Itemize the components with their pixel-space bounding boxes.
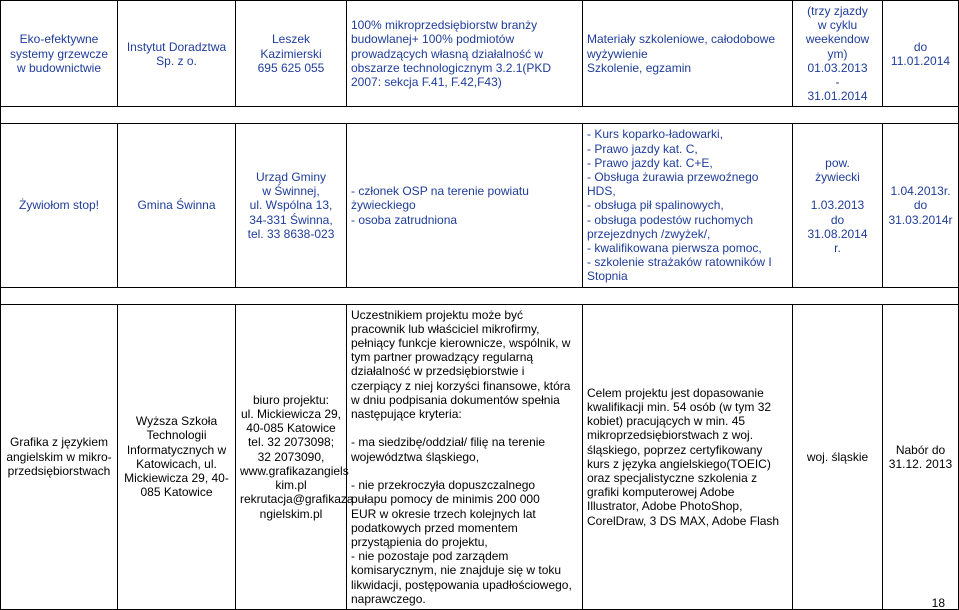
cell-line: - Obsługa żurawia przewoźnego	[587, 170, 759, 185]
cell-line: mikroprzedsiębiorstwach z woj.	[587, 428, 754, 443]
cell-line: 11.01.2014	[890, 53, 951, 68]
project-name: Grafika z językiem angielskim w mikro-przedsiębiorstwach	[6, 435, 112, 478]
contact-cell	[236, 304, 354, 609]
cell-line: budowlanej+ 100% podmiotów	[351, 32, 515, 47]
cell-line: kim.pl	[275, 478, 307, 493]
cell-line: województwa śląskiego,	[351, 449, 480, 464]
deadline-cell	[883, 304, 959, 609]
cell-line: pracownik lub właściciel mikrofirmy,	[351, 321, 540, 336]
table-row	[1, 1, 959, 107]
cell-line: CorelDraw, 3 DS MAX, Adobe Flash	[587, 513, 780, 528]
cell-line: - Prawo jazdy kat. C+E,	[587, 155, 713, 170]
cell-line: do	[913, 39, 928, 54]
cell-line: przystąpienia do projektu,	[351, 534, 488, 549]
cell-line: - Prawo jazdy kat. C,	[587, 141, 698, 156]
cell-line: Urząd Gminy	[255, 170, 326, 185]
cell-line: - nie przekroczyła dopuszczalnego	[351, 478, 536, 493]
cell-line: grafiki komputerowej Adobe	[587, 485, 735, 500]
cell-line: tel. 32 2073098;	[247, 435, 335, 450]
organizer-cell	[118, 1, 236, 107]
cell-line: 40-085 Katowice	[246, 421, 336, 436]
cell-line: 31.03.2014r	[888, 212, 953, 227]
cell-line: żywiecki	[815, 170, 860, 185]
cell-line: Materiały szkoleniowe, całodobowe	[587, 32, 776, 47]
cell-line: - ma siedzibę/oddział/ filię na terenie	[351, 435, 546, 450]
cell-line: ym)	[827, 46, 848, 61]
cell-line: likwidacji, postępowania upadłościowego,	[351, 577, 572, 592]
cell-line: - osoba zatrudniona	[351, 212, 458, 227]
project-name: Żywiołom stop!	[18, 198, 100, 213]
cell-line: obszarze technologicznym 3.2.1(PKD	[351, 60, 552, 75]
cell-line: 32 2073090,	[257, 449, 325, 464]
cell-line: pułapu pomocy de minimis 200 000	[351, 492, 540, 507]
page-number: 18	[931, 596, 945, 610]
cell-line: kurs z języka angielskiego(TOEIC)	[587, 456, 771, 471]
cell-line: 01.03.2013	[807, 60, 868, 75]
contact-cell	[236, 124, 347, 287]
project-cell	[1, 304, 118, 609]
cell-line: ul. Mickiewicza 29,	[240, 407, 342, 422]
cell-line: (trzy zjazdy	[807, 4, 868, 18]
cell-line: - kwalifikowana pierwsza pomoc,	[587, 241, 762, 256]
cell-line: Nabór do	[895, 442, 946, 457]
contact-cell	[236, 1, 347, 107]
cell-line: 100% mikroprzedsiębiorstw branży	[351, 18, 538, 33]
cell-line: - szkolenie strażaków ratowników I	[587, 255, 772, 270]
cell-line: śląskiego, poprzez certyfikowany	[587, 442, 763, 457]
cell-line: 1.04.2013r.	[890, 184, 951, 199]
organizer-cell	[118, 304, 236, 609]
participants-cell	[347, 1, 583, 107]
cell-line: woj. śląskie	[806, 449, 869, 464]
cell-line: do	[830, 212, 845, 227]
participants-cell	[347, 304, 583, 609]
cell-line: 695 625 055	[257, 60, 325, 75]
cell-line: - obsługa pił spalinowych,	[587, 198, 724, 213]
cell-line: prowadzących własną działalność w	[351, 46, 544, 61]
cell-line: czerpiący z niej korzyści finansowe, która	[351, 378, 571, 393]
cell-line: przejezdnych /zwyżek/,	[587, 226, 711, 241]
cell-line: żywieckiego	[351, 198, 416, 213]
table-row	[1, 304, 959, 609]
scope-cell	[583, 124, 793, 287]
cell-line: w Świnnej,	[262, 184, 320, 199]
organizer-name: Instytut Doradztwa Sp. z o.	[126, 39, 227, 68]
cell-line: - członek OSP na terenie powiatu	[351, 184, 529, 199]
cell-line: wyżywienie	[587, 46, 648, 61]
cell-line: oraz specjalistyczne szkolenia z	[587, 470, 758, 485]
cell-line: Stopnia	[587, 269, 628, 284]
cell-line: - obsługa podestów ruchomych	[587, 212, 754, 227]
cell-line: 31.01.2014	[807, 89, 868, 104]
table-row	[1, 124, 959, 287]
cell-line: kwalifikacji min. 54 osób (w tym 32	[587, 399, 772, 414]
project-cell	[1, 124, 118, 287]
cell-line: biuro projektu:	[252, 392, 330, 407]
cell-line: rekrutacja@grafikaza	[240, 492, 354, 507]
participants-cell	[347, 124, 583, 287]
cell-line: komisarycznym, nie znajduje się w toku	[351, 563, 562, 578]
cell-line: naprawczego.	[351, 591, 426, 606]
organizer-name: Gmina Świnna	[137, 198, 216, 213]
organizer-cell	[118, 124, 236, 287]
cell-line: HDS,	[587, 184, 616, 199]
cell-line: kobiet) pracujących w min. 45	[587, 414, 746, 429]
project-name: Eko-efektywne systemy grzewcze w budownictwie	[9, 32, 109, 75]
cell-line: w dniu podpisania dokumentów spełnia	[351, 392, 560, 407]
cell-line: pełniący funkcje kierownicze, wspólnik, w	[351, 336, 571, 351]
cell-line: pow.	[825, 155, 850, 170]
cell-line: -	[835, 75, 840, 90]
cell-line	[351, 421, 578, 435]
cell-line: EUR w okresie trzech kolejnych lat	[351, 506, 536, 521]
cell-line: weekendow	[805, 32, 870, 47]
cell-line: Illustrator, Adobe PhotoShop,	[587, 499, 743, 514]
cell-line: tel. 33 8638-023	[247, 226, 335, 241]
cell-line: do	[913, 198, 928, 213]
cell-line: - Kurs koparko-ładowarki,	[587, 127, 724, 142]
cell-line: ngielskim.pl	[259, 506, 323, 521]
deadline-cell	[883, 1, 959, 107]
date-cell	[793, 1, 883, 107]
scope-cell	[583, 1, 793, 107]
cell-line: 31.12. 2013	[888, 456, 953, 471]
cell-line: 1.03.2013	[810, 198, 865, 213]
cell-line: 2007: sekcja F.41, F.42,F43)	[351, 75, 502, 90]
cell-line: następujące kryteria:	[351, 407, 462, 422]
organizer-name: Wyższa Szkoła Technologii Informatycznych w Katowicach, ul. Mickiewicza 29, 40-085 Katowice	[124, 414, 229, 500]
cell-line	[351, 464, 578, 478]
scope-cell	[583, 304, 793, 609]
cell-line: r.	[834, 241, 841, 256]
cell-line: podatkowych przed momentem	[351, 520, 518, 535]
cell-line: 34-331 Świnna,	[249, 212, 333, 227]
cell-line: 31.08.2014	[807, 226, 868, 241]
cell-line: - nie pozostaje pod zarządem	[351, 549, 509, 564]
cell-line: Celem projektu jest dopasowanie	[587, 385, 764, 400]
project-cell	[1, 1, 118, 107]
cell-line: Uczestnikiem projektu może być	[351, 307, 524, 322]
date-cell	[793, 304, 883, 609]
cell-line: tym partner prowadzący regularną	[351, 350, 534, 365]
cell-line: ul. Wspólna 13,	[249, 198, 333, 213]
cell-line: www.grafikazangiels	[240, 463, 349, 478]
cell-line: w cyklu	[817, 18, 858, 33]
date-cell	[793, 124, 883, 287]
cell-line	[797, 184, 878, 198]
deadline-cell	[883, 124, 959, 287]
cell-line: Leszek Kazimierski	[260, 32, 322, 61]
cell-line: działalność w przedsiębiorstwie i	[351, 364, 525, 379]
cell-line: Szkolenie, egzamin	[587, 60, 692, 75]
